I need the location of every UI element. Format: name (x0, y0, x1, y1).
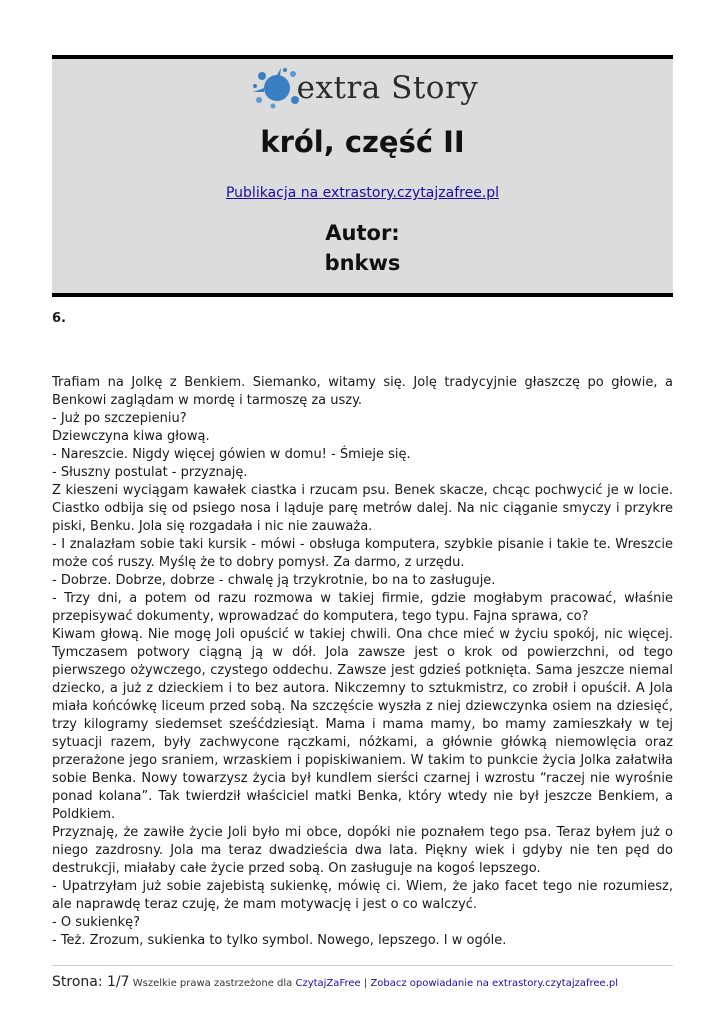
paragraph: Przyznaję, że zawiłe życie Joli było mi obce, dopóki nie poznałem tego psa. Teraz byłem już o niego zazdrosny. Jola ma teraz dwadzieścia dwa lata. Piękny wiek i gdyby nie ten pęd do destrukcji, miałaby całe życie przed sobą. On zasługuje na kogoś lepszego. (52, 825, 673, 876)
paragraph: - Słuszny postulat - przyznaję. (52, 465, 248, 480)
chapter-number: 6. (52, 311, 66, 326)
footer-divider (52, 965, 673, 966)
paragraph: - Upatrzyłam już sobie zajebistą sukienkę, mówię ci. Wiem, że jako facet tego nie rozumiesz, ale naprawdę teraz czuję, że mam motywację i jest o co walczyć. (52, 879, 673, 912)
author-name: bnkws (324, 251, 401, 275)
story-link[interactable]: Zobacz opowiadanie na extrastory.czytajzafree.pl (370, 978, 619, 989)
rights-text: Wszelkie prawa zastrzeżone dla (132, 978, 293, 989)
author-label: Autor: (325, 221, 400, 245)
paragraph: - Trzy dni, a potem od razu rozmowa w takiej firmie, gdzie mogłabym pracować, właśnie przepisywać dokumenty, wprowadzać do komputera, tego typu. Fajna sprawa, co? (52, 591, 673, 624)
publication-link[interactable]: Publikacja na extrastory.czytajzafree.pl (225, 185, 500, 201)
paragraph: - Dobrze. Dobrze, dobrze - chwalę ją trzykrotnie, bo na to zasługuje. (52, 573, 496, 588)
paragraph: - I znalazłam sobie taki kursik - mówi - obsługa komputera, szybkie pisanie i takie te. Wreszcie może coś ruszy. Myślę że to dobry pomysł. Za darmo, z urzędu. (52, 537, 673, 570)
footer-separator: | (363, 978, 368, 989)
story-text (52, 374, 673, 950)
paragraph: Z kieszeni wyciągam kawałek ciastka i rzucam psu. Benek skacze, chcąc pochwycić je w locie. Ciastko odbija się od psiego nosa i ląduje parę metrów dalej. Na nic ciąganie smyczy i przykre piski, Benku. Jola się rozgadała i nic nie zauważa. (52, 483, 673, 534)
story-title: król, część II (260, 125, 465, 159)
paragraph: Trafiam na Jolkę z Benkiem. Siemanko, witamy się. Jolę tradycyjnie głaszczę po głowie, a Benkowi zaglądam w mordę i tarmoszę za uszy. (52, 375, 673, 408)
logo-text: extra Story (296, 70, 479, 106)
paragraph: - Nareszcie. Nigdy więcej gówien w domu! - Śmieje się. (52, 447, 411, 462)
paragraph: Dziewczyna kiwa głową. (52, 429, 210, 444)
page-footer (52, 974, 692, 990)
splash-logo-icon (247, 64, 303, 112)
czytajzafree-link[interactable]: CzytajZaFree (295, 978, 361, 989)
paragraph: Kiwam głową. Nie mogę Joli opuścić w takiej chwili. Ona chce mieć w życiu spokój, nic więcej. Tymczasem potwory ciągną ją w dół. Jola zawsze jest o krok od powierzchni, od tego pierwszego ożywczego, czystego oddechu. Zawsze jest gdzieś potknięta. Sama jeszcze niemal dziecko, a już z dzieckiem i to bez autora. Nikczemny to sztukmistrz, co zrobił i opuścił. A Jola miała końcówkę liceum przed sobą. Na szczęście wyszła z niej dziewczynka osiem na dziesięć, trzy kilogramy siedemset sześćdziesiąt. Mama i mama mamy, bo mamy zamieszkały w tej sytuacji razem, były zachwycone rączkami, nóżkami, a głównie główką niemowlęcia oraz przerażone jego sraniem, wrzaskiem i popiskiwaniem. W takim to punkcie życia Jolka załatwiła sobie Benka. Nowy towarzysz życia był kundlem sierści czarnej i wzrostu “raczej nie wyrośnie ponad kolana”. Tak twierdził właściciel matki Benka, który wtedy nie był jeszcze Benkiem, a Poldkiem. (52, 627, 673, 822)
header-box (52, 55, 673, 297)
page-number: Strona: 1/7 (52, 974, 130, 990)
paragraph: - Już po szczepieniu? (52, 411, 187, 426)
paragraph: - O sukienkę? (52, 915, 141, 930)
extra-story-logo[interactable] (52, 63, 673, 113)
paragraph: - Też. Zrozum, sukienka to tylko symbol. Nowego, lepszego. I w ogóle. (52, 933, 507, 948)
